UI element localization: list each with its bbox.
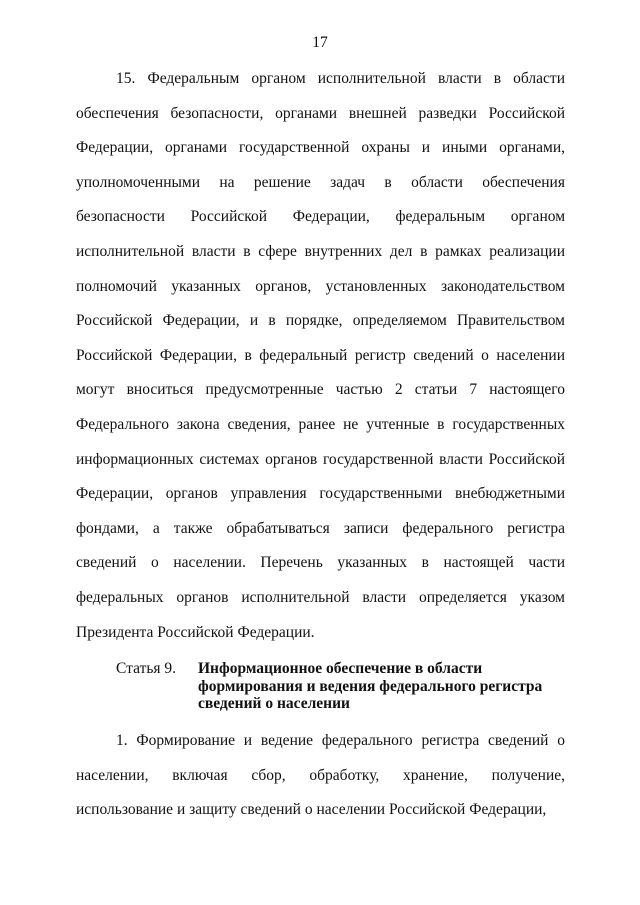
article-title: Информационное обеспечение в области формирования и ведения федерального регистра сведений о населении <box>198 660 543 712</box>
paragraph-9-1: 1. Формирование и ведение федерального регистра сведений о населении, включая сбор, обработку, хранение, получение, использование и защиту сведений о населении Российской Федерации, <box>76 732 565 819</box>
paragraph-15: 15. Федеральным органом исполнительной власти в области обеспечения безопасности, органами внешней разведки Российской Федерации, органами государственной охраны и иными органами, уполномоченными на решение задач в области обеспечения безопасности Российской Федерации, федеральным органом исполнительной власти в сфере внутренних дел в рамках реализации полномочий указанных органов, установленных законодательством Российской Федерации, и в порядке, определяемом Правительством Российской Федерации, в федеральный регистр сведений о населении могут вноситься предусмотренные частью 2 статьи 7 настоящего Федерального закона сведения, ранее не учтенные в государственных информационных системах органов государственной власти Российской Федерации, органов управления государственными внебюджетными фондами, а также обрабатываться записи федерального регистра сведений о населении. Перечень указанных в настоящей части федеральных органов исполнительной власти определяется указом Президента Российской Федерации. <box>76 70 565 641</box>
article-label: Статья 9. <box>116 660 177 677</box>
page-number: 17 <box>312 34 328 51</box>
